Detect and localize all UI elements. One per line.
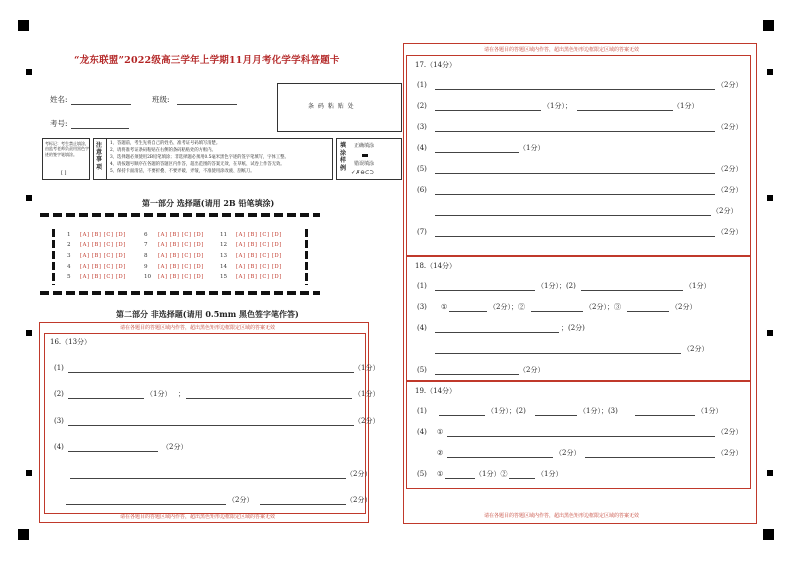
note-item: 1、答题前，考生先将自己的姓名、准考证号码填写清楚。	[110, 141, 221, 146]
q18-part3-score-b: （2分）；③	[585, 303, 621, 311]
area-inner-border	[44, 333, 366, 514]
q17-part7-answer[interactable]	[435, 236, 715, 237]
q16-part3-label: (3)	[54, 417, 64, 425]
q19-part4-label: (4)	[417, 428, 427, 436]
q17-part6-answer-b[interactable]	[435, 215, 711, 216]
mcq-number: 2	[67, 242, 71, 248]
q18-heading: 18.（14分）	[415, 262, 457, 270]
timing-mark	[767, 470, 773, 476]
answer-area-q18	[406, 256, 751, 381]
q17-part4-label: (4)	[417, 144, 427, 152]
q17-part4-answer[interactable]	[435, 152, 519, 153]
q16-part1-score: （1分）	[354, 364, 380, 372]
q19-part4-answer-b[interactable]	[447, 457, 553, 458]
mcq-options[interactable]: [A] [B] [C] [D]	[80, 264, 126, 270]
barcode-label: 条 码 粘 贴 处	[308, 103, 355, 110]
q18-part4-label: (4)	[417, 324, 427, 332]
q18-part3-score-a: （2分）；②	[489, 303, 525, 311]
note-item: 3、选择题必须使用2B铅笔填涂；非选择题必须用0.5毫米黑色字迹的签字笔填写，字体工整。	[110, 155, 289, 160]
timing-mark	[26, 195, 32, 201]
q19-part4-answer-a[interactable]	[447, 436, 715, 437]
mcq-number: 1	[67, 232, 71, 238]
mcq-options[interactable]: [A] [B] [C] [D]	[158, 253, 204, 259]
answer-area-q17	[406, 55, 751, 256]
page-title: “龙东联盟”2022级高三学年上学期11月月考化学学科答题卡	[74, 55, 340, 66]
q17-part6-label: (6)	[417, 186, 427, 194]
mcq-number: 10	[144, 274, 152, 280]
q17-part3-answer[interactable]	[435, 131, 715, 132]
q19-part4-answer-c[interactable]	[585, 457, 715, 458]
q16-part4-score-d: （2分）	[346, 496, 372, 504]
mcq-number: 11	[220, 232, 228, 238]
q18-part5-label: (5)	[417, 366, 427, 374]
fill-sample-box	[336, 138, 402, 180]
q17-part3-score: （2分）	[717, 123, 743, 131]
q17-part1-label: (1)	[417, 81, 427, 89]
area-warning-top: 请在各题目的答题区域内作答，超出黑色矩形边框限定区域的答案无效	[484, 47, 640, 53]
q18-part2-answer[interactable]	[581, 290, 683, 291]
q19-part2-answer[interactable]	[535, 415, 577, 416]
timing-mark	[767, 195, 773, 201]
q18-part3-circle1: ①	[441, 303, 448, 311]
q16-part4-score-c: （2分）	[228, 496, 254, 504]
q17-part7-label: (7)	[417, 228, 427, 236]
q19-part1-score: （1分）；(2)	[487, 407, 526, 415]
q17-part6-answer-a[interactable]	[435, 194, 715, 195]
q17-part6-score-b: （2分）	[712, 207, 738, 215]
notes-header: 注 意 事 项	[96, 142, 103, 171]
q18-part3-label: (3)	[417, 303, 427, 311]
timing-mark	[26, 470, 32, 476]
q18-part4-answer-b[interactable]	[435, 353, 681, 354]
answer-sheet-dash-top	[40, 213, 320, 217]
q16-part2-label: (2)	[54, 390, 64, 398]
timing-mark	[767, 69, 773, 75]
name-label: 姓名:	[50, 95, 68, 104]
q17-part3-label: (3)	[417, 123, 427, 131]
mark-note-text: 考标记：考生禁止填涂，由监考老师负责用黑色字迹的签字笔填涂。	[45, 141, 89, 157]
q16-part4-score-b: （2分）	[346, 470, 372, 478]
q18-part5-answer[interactable]	[435, 374, 519, 375]
q19-part5-circle1: ①	[437, 470, 444, 478]
barcode-area	[277, 83, 402, 132]
q19-part1-answer[interactable]	[439, 415, 485, 416]
q19-part3-answer[interactable]	[635, 415, 695, 416]
q18-part4-answer-a[interactable]	[435, 332, 559, 333]
mcq-number: 3	[67, 253, 71, 259]
q19-part1-label: (1)	[417, 407, 427, 415]
q16-heading: 16.（13分）	[50, 338, 92, 346]
fill-wrong-label: 错误填涂	[354, 161, 375, 167]
q19-part5-answer-a[interactable]	[445, 478, 475, 479]
mcq-number: 5	[67, 274, 71, 280]
q18-part1-label: (1)	[417, 282, 427, 290]
corner-mark-top-right	[763, 20, 774, 31]
q16-part2-score-a: （1分）	[146, 390, 172, 398]
timing-mark	[26, 69, 32, 75]
mcq-number: 12	[220, 242, 228, 248]
q16-part2-separator: ；	[178, 390, 185, 398]
q17-part2-answer-a[interactable]	[435, 110, 541, 111]
part1-title: 第一部分 选择题(请用 2B 铅笔填涂)	[142, 198, 275, 208]
corner-mark-bottom-right	[763, 529, 774, 540]
q19-part5-label: (5)	[417, 470, 427, 478]
q17-part5-score: （2分）	[717, 165, 743, 173]
fill-correct-label: 正确填涂	[354, 143, 375, 149]
q17-part7-score: （2分）	[717, 228, 743, 236]
q17-part2-answer-b[interactable]	[577, 110, 673, 111]
q17-part5-label: (5)	[417, 165, 427, 173]
note-item: 2、请将准考证条码粘贴在右侧的条码粘贴处的方框内。	[110, 148, 216, 153]
q17-heading: 17.（14分）	[415, 61, 457, 69]
class-label: 班级:	[152, 95, 170, 104]
q18-part3-answer-b[interactable]	[531, 311, 583, 312]
q16-part4-answer-a[interactable]	[68, 451, 158, 452]
q17-part5-answer[interactable]	[435, 173, 715, 174]
q19-part2-score: （1分）；(3)	[579, 407, 618, 415]
mcq-options[interactable]: [A] [B] [C] [D]	[80, 242, 126, 248]
q17-part2-score-a: （1分）；	[543, 102, 572, 110]
mcq-options[interactable]: [A] [B] [C] [D]	[158, 264, 204, 270]
q16-part2-answer-b[interactable]	[186, 398, 352, 399]
mcq-options[interactable]: [A] [B] [C] [D]	[158, 242, 204, 248]
q18-part4-score-a: ；(2分)	[561, 324, 585, 332]
mcq-left-bar	[52, 229, 55, 285]
q18-part3-score-c: （2分）	[671, 303, 697, 311]
class-field[interactable]	[177, 104, 237, 105]
q19-part4-score-b: （2分）	[555, 449, 581, 457]
q16-part2-score-b: （1分）	[354, 390, 380, 398]
exam-number-label: 考号:	[50, 119, 68, 128]
q18-part3-answer-a[interactable]	[449, 311, 487, 312]
note-item: 4、请按题号顺序在各题的答题区内作答，超出范围的答案无效，在草纸、试卷上作答无效。	[110, 162, 285, 167]
fill-wrong-marks: ✓✗⊖⊂⊃	[351, 170, 375, 176]
area-warning-bottom: 请在各题目的答题区域内作答，超出黑色矩形边框限定区域的答案无效	[484, 513, 640, 519]
answer-sheet-dash-bottom	[40, 291, 320, 295]
q18-part4-score-b: （2分）	[683, 345, 709, 353]
corner-mark-bottom-left	[18, 529, 29, 540]
mcq-number: 13	[220, 253, 228, 259]
q19-part4-circle1: ①	[437, 428, 444, 436]
q19-part5-score-b: （1分）	[537, 470, 563, 478]
mcq-right-bar	[305, 229, 308, 285]
q16-part4-score-a: （2分）	[162, 443, 188, 451]
notes-box	[93, 138, 333, 180]
q19-part4-score-c: （2分）	[717, 449, 743, 457]
q17-part2-label: (2)	[417, 102, 427, 110]
q19-part4-score-a: （2分）	[717, 428, 743, 436]
mcq-options[interactable]: [A] [B] [C] [D]	[158, 232, 204, 238]
note-item: 5、保持卡面清洁，不要折叠、不要弄破、弄皱，不准使用涂改液、刮纸刀。	[110, 169, 255, 174]
mark-note-checkbox[interactable]: [ ]	[61, 170, 67, 176]
q19-part5-score-a: （1分）②	[475, 470, 508, 478]
q18-part1-answer[interactable]	[435, 290, 535, 291]
answer-area-q16	[39, 322, 380, 523]
fill-correct-mark	[362, 154, 368, 157]
q16-part4-label: (4)	[54, 443, 64, 451]
mcq-options[interactable]: [A] [B] [C] [D]	[80, 253, 126, 259]
q18-part3-answer-c[interactable]	[627, 311, 669, 312]
part2-title: 第二部分 非选择题(请用 0.5mm 黑色签字笔作答)	[116, 309, 299, 319]
q19-heading: 19.（14分）	[415, 387, 457, 395]
mcq-number: 7	[144, 242, 148, 248]
mcq-number: 6	[144, 232, 148, 238]
q17-part4-score: （1分）	[519, 144, 545, 152]
q19-part5-answer-b[interactable]	[509, 478, 535, 479]
timing-mark	[26, 330, 32, 336]
mark-note-box	[42, 138, 90, 180]
mcq-number: 14	[220, 264, 228, 270]
corner-mark-top-left	[18, 20, 29, 31]
q17-part2-score-b: （1分）	[673, 102, 699, 110]
timing-mark	[767, 330, 773, 336]
mcq-options[interactable]: [A] [B] [C] [D]	[236, 274, 282, 280]
q17-part1-score: （2分）	[717, 81, 743, 89]
area-warning-bottom: 请在各题目的答题区域内作答，超出黑色矩形边框限定区域的答案无效	[120, 514, 276, 520]
mcq-options[interactable]: [A] [B] [C] [D]	[236, 232, 282, 238]
mcq-number: 9	[144, 264, 148, 270]
mcq-number: 8	[144, 253, 148, 259]
mcq-options[interactable]: [A] [B] [C] [D]	[158, 274, 204, 280]
name-field[interactable]	[71, 104, 131, 105]
q17-part6-score-a: （2分）	[717, 186, 743, 194]
answer-area-q19	[406, 381, 751, 489]
q16-part4-answer-d[interactable]	[260, 504, 346, 505]
q16-part2-answer-a[interactable]	[68, 398, 144, 399]
q18-part2-score: （1分）	[685, 282, 711, 290]
q16-part1-label: (1)	[54, 364, 64, 372]
q19-part3-score: （1分）	[697, 407, 723, 415]
mcq-options[interactable]: [A] [B] [C] [D]	[236, 242, 282, 248]
mcq-options[interactable]: [A] [B] [C] [D]	[236, 253, 282, 259]
q16-part4-answer-b[interactable]	[70, 478, 346, 479]
mcq-options[interactable]: [A] [B] [C] [D]	[80, 232, 126, 238]
q16-part1-answer[interactable]	[68, 372, 354, 373]
mcq-number: 15	[220, 274, 228, 280]
mcq-options[interactable]: [A] [B] [C] [D]	[236, 264, 282, 270]
area-warning-top: 请在各题目的答题区域内作答，超出黑色矩形边框限定区域的答案无效	[120, 325, 276, 331]
exam-number-field[interactable]	[71, 128, 129, 129]
q16-part3-score: （2分）	[354, 417, 380, 425]
q16-part4-answer-c[interactable]	[66, 504, 226, 505]
mcq-options[interactable]: [A] [B] [C] [D]	[80, 274, 126, 280]
q16-part3-answer[interactable]	[68, 425, 354, 426]
mcq-number: 4	[67, 264, 71, 270]
q17-part1-answer[interactable]	[435, 89, 715, 90]
q18-part5-score: （2分）	[519, 366, 545, 374]
fill-sample-header: 填 涂 样 例	[340, 142, 347, 172]
q19-part4-circle2: ②	[437, 449, 444, 457]
q18-part1-score: （1分）；(2)	[537, 282, 576, 290]
notes-divider	[106, 139, 107, 179]
